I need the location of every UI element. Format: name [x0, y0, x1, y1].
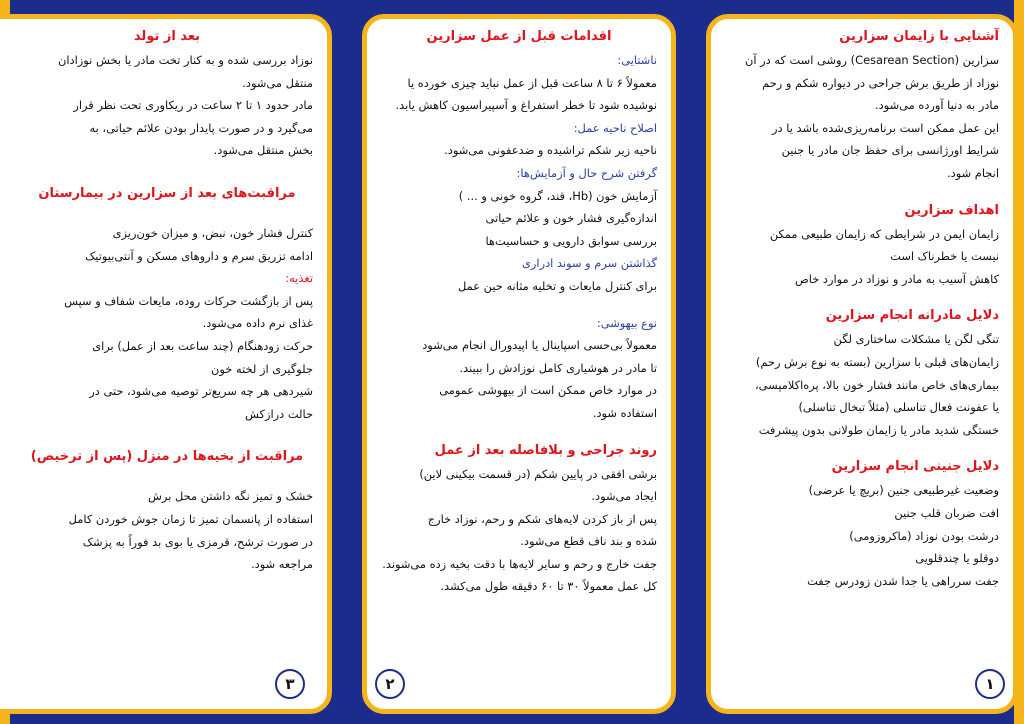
panel-1 — [706, 14, 1018, 714]
fasting-label: ناشتایی: — [617, 53, 657, 67]
text-line: سزارین (Cesarean Section) روشی است که در آن — [745, 53, 999, 67]
text-line: برشی افقی در پایین شکم (در قسمت بیکینی لاین) — [419, 466, 657, 481]
panel-3 — [0, 14, 332, 714]
text-line: دوقلو یا چندقلویی — [915, 551, 999, 566]
text-line: غذای نرم داده می‌شود. — [202, 316, 313, 331]
hospital-care-title: مراقبت‌های بعد از سزارین در بیمارستان — [38, 185, 296, 201]
text-line: خستگی شدید مادر یا زایمان طولانی بدون پیشرفت — [758, 422, 999, 437]
text-line: کاهش آسیب به مادر و نوزاد در موارد خاص — [794, 271, 999, 286]
fetal-reasons-title: دلایل جنینی انجام سزارین — [831, 459, 999, 475]
fetal-reasons-text — [725, 479, 999, 592]
text-line: استفاده شود. — [592, 405, 657, 420]
text-line: مادر حدود ۱ تا ۲ ساعت در ریکاوری تحت نظر قرار — [73, 98, 313, 113]
text-line: تنگی لگن یا مشکلات ساختاری لگن — [833, 332, 999, 347]
text-line: خشک و تمیز نگه داشتن محل برش — [148, 489, 313, 504]
text-line: حالت درازکش — [245, 406, 313, 421]
text-line: کل عمل معمولاً ۳۰ تا ۶۰ دقیقه طول می‌کشد. — [440, 579, 657, 594]
text-line: بیماری‌های خاص مانند فشار خون بالا، پره‌اکلامپسی، — [755, 377, 999, 392]
iv-label: گذاشتن سرم و سوند ادراری — [522, 256, 657, 271]
text-line: انجام شود. — [947, 165, 999, 180]
page-number-badge: ۱ — [975, 669, 1005, 699]
text-line: یا عفونت فعال تناسلی (مثلاً تبخال تناسلی) — [798, 400, 999, 415]
maternal-reasons-title: دلایل مادرانه انجام سزارین — [825, 308, 999, 324]
text-line: ایجاد می‌شود. — [591, 489, 657, 504]
surgery-title: روند جراحی و بلافاصله بعد از عمل — [434, 442, 657, 458]
text-line: شیردهی هر چه سریع‌تر توصیه می‌شود، حتی در — [89, 384, 313, 399]
goals-title: اهداف سزارین — [904, 202, 999, 218]
text-line: آزمایش خون (Hb، قند، گروه خونی و ... ) — [458, 188, 657, 203]
pre-op-title: اقدامات قبل از عمل سزارین — [426, 29, 612, 44]
text-line: مراجعه شود. — [251, 557, 313, 572]
page-number-badge: ۲ — [375, 669, 405, 699]
text-line: نوشیده شود تا خطر استفراغ و آسپیراسیون کاهش یابد. — [395, 98, 657, 113]
text-line: نیست یا خطرناک است — [890, 249, 999, 264]
text-line: ادامه تزریق سرم و داروهای مسکن و آنتی‌بیوتیک — [85, 248, 313, 263]
text-line: معمولاً بی‌حسی اسپاینال یا اپیدورال انجام می‌شود — [422, 338, 657, 353]
text-line: زایمان ایمن در شرایطی که زایمان طبیعی ممکن — [769, 226, 999, 241]
text-line: شده و بند ناف قطع می‌شود. — [520, 534, 657, 549]
text-line: در موارد خاص ممکن است از بیهوشی عمومی — [439, 383, 657, 398]
text-line: بررسی سوابق دارویی و حساسیت‌ها — [485, 233, 657, 248]
text-line: بخش منتقل می‌شود. — [213, 143, 313, 158]
text-line: منتقل می‌شود. — [242, 75, 313, 90]
text-line: تا مادر در هوشیاری کامل نوزادش را ببیند. — [459, 360, 657, 375]
text-line: برای کنترل مایعات و تخلیه مثانه حین عمل — [458, 278, 657, 293]
text-line: معمولاً ۶ تا ۸ ساعت قبل از عمل نباید چیزی خورده یا — [407, 75, 657, 90]
text-line: اندازه‌گیری فشار خون و علائم حیاتی — [485, 211, 657, 226]
text-line: جلوگیری از لخته خون — [211, 361, 313, 376]
text-line: وضعیت غیرطبیعی جنین (بریچ یا عرضی) — [808, 483, 999, 498]
text-line: مادر به دنیا آورده می‌شود. — [875, 98, 999, 113]
text-line: این عمل ممکن است برنامه‌ریزی‌شده باشد یا در — [772, 120, 999, 135]
text-line: زایمان‌های قبلی با سزارین (بسته به نوع برش رحم) — [755, 354, 999, 369]
page-number-badge: ۳ — [275, 669, 305, 699]
home-care-title: مراقبت از بخیه‌ها در منزل (پس از ترخیص) — [30, 449, 304, 465]
text-line: پس از بازگشت حرکات روده، مایعات شفاف و سپس — [64, 293, 313, 308]
text-line: نوزاد از طریق برش جراحی در دیواره شکم و رحم — [762, 75, 999, 90]
intro-title: آشنایی با زایمان سزارین — [839, 29, 999, 44]
nutrition-label: تغذیه: — [285, 271, 313, 286]
maternal-reasons-text — [725, 328, 999, 441]
intro-text — [725, 49, 999, 185]
text-line: پس از باز کردن لایه‌های شکم و رحم، نوزاد خارج — [427, 511, 657, 526]
anesthesia-label: نوع بیهوشی: — [596, 315, 657, 330]
after-birth-title: بعد از تولد — [133, 29, 201, 44]
goals-text — [725, 223, 999, 291]
text-line: استفاده از پانسمان تمیز تا زمان جوش خوردن کامل — [68, 511, 313, 526]
shaving-label: اصلاح ناحیه عمل: — [573, 120, 657, 135]
text-line: درشت بودن نوزاد (ماکروزومی) — [849, 528, 999, 543]
text-line: کنترل فشار خون، نبض، و میزان خون‌ریزی — [112, 225, 313, 240]
text-line: در صورت ترشح، قرمزی یا بوی بد فوراً به پزشک — [82, 534, 313, 549]
text-line: نوزاد بررسی شده و به کنار تخت مادر یا بخش نوزادان — [58, 53, 313, 67]
text-line: حرکت زودهنگام (چند ساعت بعد از عمل) برای — [92, 338, 313, 353]
text-line: افت ضربان قلب جنین — [894, 505, 999, 520]
history-label: گرفتن شرح حال و آزمایش‌ها: — [516, 165, 657, 180]
text-line: ناحیه زیر شکم تراشیده و ضدعفونی می‌شود. — [444, 143, 657, 158]
panel-2 — [362, 14, 676, 714]
text-line: شرایط اورژانسی برای حفظ جان مادر یا جنین — [781, 143, 999, 158]
text-line: می‌گیرد و در صورت پایدار بودن علائم حیاتی، به — [89, 120, 313, 135]
text-line: جفت خارج و رحم و سایر لایه‌ها با دقت بخیه زده می‌شوند. — [382, 556, 657, 571]
text-line: جفت سرراهی یا جدا شدن زودرس جفت — [807, 573, 999, 588]
